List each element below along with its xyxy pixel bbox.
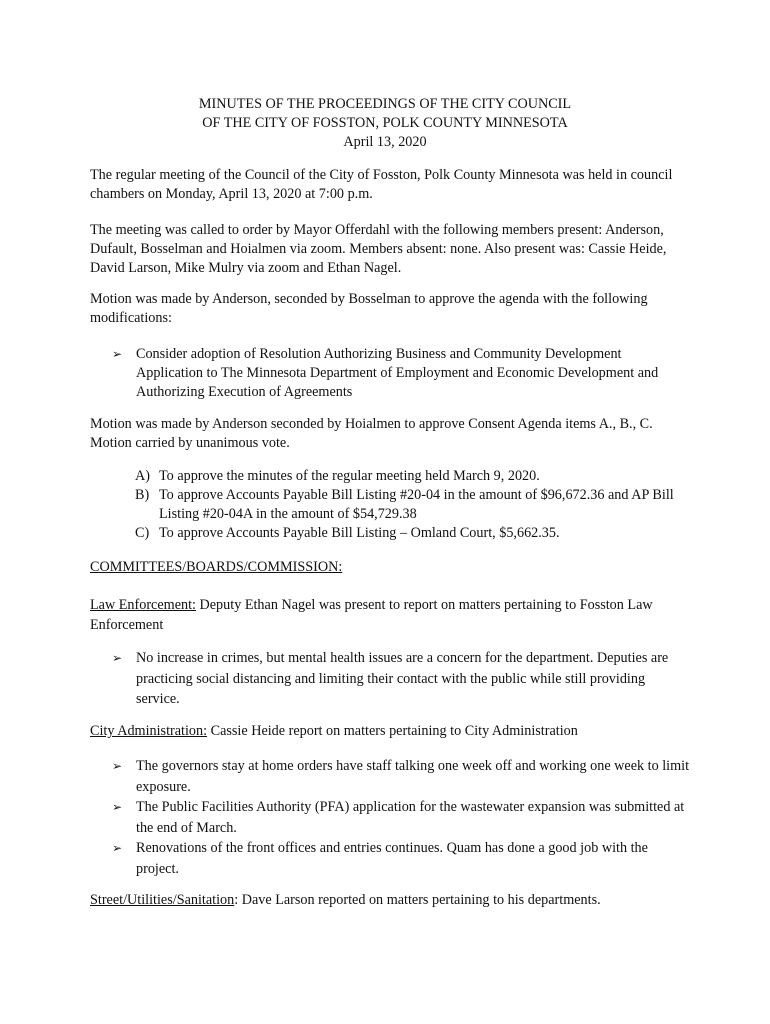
arrow-bullet-icon: ➢ <box>112 759 123 773</box>
arrow-bullet-icon: ➢ <box>112 651 123 665</box>
streets-heading: Street/Utilities/Sanitation <box>90 892 235 908</box>
list-item <box>135 486 695 524</box>
header-date: April 13, 2020 <box>343 134 427 150</box>
arrow-bullet-icon: ➢ <box>112 347 123 361</box>
law-enforcement-list <box>112 648 692 710</box>
city-administration-heading: City Administration: <box>90 723 208 739</box>
list-item <box>112 797 692 838</box>
arrow-bullet-icon: ➢ <box>112 800 123 814</box>
city-administration-paragraph <box>90 722 690 741</box>
list-item-text: Renovations of the front offices and entries continues. Quam has done a good job with the project. <box>136 840 648 877</box>
list-item-text: To approve the minutes of the regular meeting held March 9, 2020. <box>159 468 540 484</box>
streets-paragraph <box>90 891 690 910</box>
city-administration-text: Cassie Heide report on matters pertaining to City Administration <box>207 723 578 739</box>
document-header <box>0 95 770 152</box>
header-title-line2: OF THE CITY OF FOSSTON, POLK COUNTY MINNESOTA <box>202 115 568 131</box>
agenda-motion-paragraph: Motion was made by Anderson, seconded by Bosselman to approve the agenda with the following modifications: <box>90 291 648 326</box>
city-administration-list <box>112 756 692 879</box>
list-item <box>135 524 695 543</box>
agenda-modifications-list <box>112 345 672 402</box>
list-item-text: The governors stay at home orders have staff talking one week off and working one week to limit exposure. <box>136 758 690 795</box>
consent-motion-paragraph: Motion was made by Anderson seconded by Hoialmen to approve Consent Agenda items A., B., C. Motion carried by unanimous vote. <box>90 416 653 451</box>
list-item-letter: C) <box>135 525 150 541</box>
list-item-text: To approve Accounts Payable Bill Listing – Omland Court, $5,662.35. <box>159 525 560 541</box>
law-enforcement-heading: Law Enforcement: <box>90 597 196 613</box>
list-item <box>112 648 692 710</box>
consent-items-list <box>135 467 695 543</box>
call-to-order-paragraph: The meeting was called to order by Mayor Offerdahl with the following members present: Anderson, Dufault, Bosselman and Hoialmen via zoom. Members absent: none. Also present was: Cassie Heide, David Larson, Mike Mulry via zoom and Ethan Nagel. <box>90 222 667 276</box>
header-title-line1: MINUTES OF THE PROCEEDINGS OF THE CITY COUNCIL <box>198 96 572 112</box>
law-enforcement-text: Deputy Ethan Nagel was present to report on matters pertaining to Fosston Law Enforcement <box>90 597 653 633</box>
list-item-letter: B) <box>135 487 150 503</box>
streets-text: : Dave Larson reported on matters pertaining to his departments. <box>234 892 601 908</box>
list-item-text: No increase in crimes, but mental health issues are a concern for the department. Deputies are practicing social distancing and limiting their contact with the public while still providing service. <box>136 650 669 707</box>
list-item-text: Consider adoption of Resolution Authorizing Business and Community Development Application to The Minnesota Department of Employment and Economic Development and Authorizing Execution of Agreements <box>136 346 659 400</box>
list-item-letter: A) <box>135 468 150 484</box>
list-item <box>112 756 692 797</box>
list-item-text: To approve Accounts Payable Bill Listing #20-04 in the amount of $96,672.36 and AP Bill Listing #20-04A in the amount of $54,729.38 <box>159 487 674 522</box>
list-item <box>112 345 672 402</box>
list-item <box>112 838 692 879</box>
list-item <box>135 467 695 486</box>
list-item-text: The Public Facilities Authority (PFA) application for the wastewater expansion was submitted at the end of March. <box>136 799 685 836</box>
arrow-bullet-icon: ➢ <box>112 841 123 855</box>
law-enforcement-paragraph <box>90 595 690 635</box>
committees-heading: COMMITTEES/BOARDS/COMMISSION: <box>90 559 343 575</box>
intro-paragraph: The regular meeting of the Council of the City of Fosston, Polk County Minnesota was held in council chambers on Monday, April 13, 2020 at 7:00 p.m. <box>90 167 673 202</box>
